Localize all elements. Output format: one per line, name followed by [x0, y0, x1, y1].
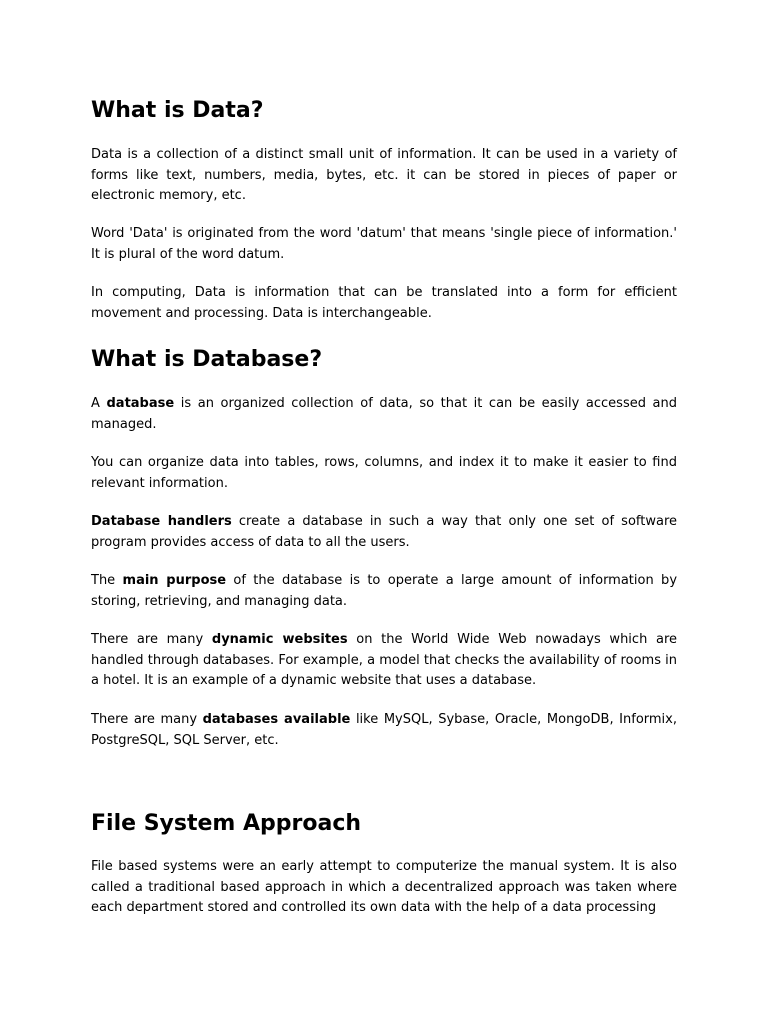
text-run: of the database is to operate a large amount of information by storing, retrieving, and managing data. [91, 573, 678, 609]
text-run: The [91, 573, 123, 588]
text-run: There are many [91, 712, 203, 727]
paragraph-dynamic-websites [91, 630, 677, 692]
bold-term: dynamic websites [211, 632, 348, 647]
section-heading-what-is-database: What is Database? [91, 347, 323, 372]
paragraph-main-purpose [91, 571, 677, 612]
paragraph-organize-data: You can organize data into tables, rows, columns, and index it to make it easier to find relevant information. [91, 455, 677, 491]
paragraph-database-definition [91, 394, 677, 435]
text-run: is an organized collection of data, so that it can be easily accessed and managed. [91, 396, 678, 432]
text-run: A [91, 396, 107, 411]
text-run: create a database in such a way that only one set of software program provides access of data to all the users. [91, 514, 678, 550]
paragraph-data-computing: In computing, Data is information that can be translated into a form for efficient movement and processing. Data is interchangeable. [91, 285, 677, 321]
paragraph-data-origin: Word 'Data' is originated from the word 'datum' that means 'single piece of information.' It is plural of the word datum. [91, 226, 677, 262]
text-run: like MySQL, Sybase, Oracle, MongoDB, Informix, PostgreSQL, SQL Server, etc. [91, 712, 677, 748]
paragraph-database-handlers [91, 512, 677, 553]
text-run: There are many [91, 632, 212, 647]
section-heading-file-system-approach: File System Approach [91, 811, 362, 836]
bold-term: databases available [202, 712, 351, 727]
text-run: on the World Wide Web nowadays which are handled through databases. For example, a model that checks the availability of rooms in a hotel. It is an example of a dynamic website that uses a database. [91, 632, 678, 689]
bold-term: Database handlers [91, 514, 232, 529]
paragraph-data-definition: Data is a collection of a distinct small unit of information. It can be used in a variety of forms like text, numbers, media, bytes, etc. it can be stored in pieces of paper or electronic memory, etc. [91, 147, 677, 204]
section-heading-what-is-data: What is Data? [91, 98, 264, 123]
paragraph-databases-available [91, 710, 677, 751]
bold-term: database [106, 396, 175, 411]
bold-term: main purpose [122, 573, 227, 588]
paragraph-file-based-systems: File based systems were an early attempt to computerize the manual system. It is also called a traditional based approach in which a decentralized approach was taken where each department stored and controlled its own data with the help of a data processing [91, 859, 677, 916]
